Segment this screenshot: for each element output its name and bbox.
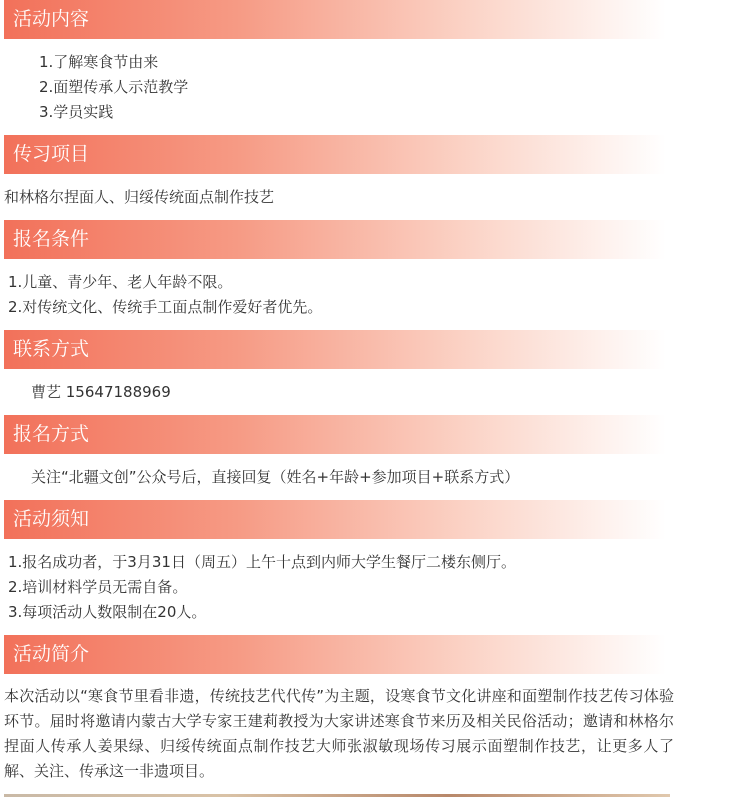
contact-text: 曹艺 15647188969 [31,383,171,401]
content-item-1: 1.了解寒食节由来 [39,53,159,71]
section-title-notice: 活动须知 [13,508,90,530]
section-title-conditions: 报名条件 [13,228,90,250]
section-header-contact [4,330,666,369]
section-header-conditions [4,220,666,259]
intro-paragraph: 本次活动以“寒食节里看非遗，传统技艺代代传”为主题，设寒食节文化讲座和面塑制作技艺传习体验环节。届时将邀请内蒙古大学专家王建莉教授为大家讲述寒食节来历及相关民俗活动；邀请和林格尔捏面人传承人姜果绿、归绥传统面点制作技艺大师张淑敏现场传习展示面塑制作技艺，让更多人了解、关注、传承这一非遗项目。 [4,687,674,780]
section-title-method: 报名方式 [13,423,90,445]
conditions-item-2: 2.对传统文化、传统手工面点制作爱好者优先。 [8,298,323,316]
content-item-3: 3.学员实践 [39,103,114,121]
content-item-2: 2.面塑传承人示范教学 [39,78,189,96]
section-title-contact: 联系方式 [13,338,90,360]
notice-item-3: 3.每项活动人数限制在20人。 [8,603,207,621]
conditions-item-1: 1.儿童、青少年、老人年龄不限。 [8,273,233,291]
section-title-intro: 活动简介 [13,643,90,665]
section-header-intro [4,635,666,674]
section-header-project [4,135,666,174]
method-text: 关注“北疆文创”公众号后，直接回复（姓名+年龄+参加项目+联系方式） [31,468,520,486]
section-title-content: 活动内容 [13,8,90,30]
section-title-project: 传习项目 [13,143,90,165]
section-header-content [4,0,666,39]
section-header-method [4,415,666,454]
section-header-notice [4,500,666,539]
notice-item-1: 1.报名成功者，于3月31日（周五）上午十点到内师大学生餐厅二楼东侧厅。 [8,553,516,571]
notice-item-2: 2.培训材料学员无需自备。 [8,578,188,596]
project-text: 和林格尔捏面人、归绥传统面点制作技艺 [4,188,275,206]
